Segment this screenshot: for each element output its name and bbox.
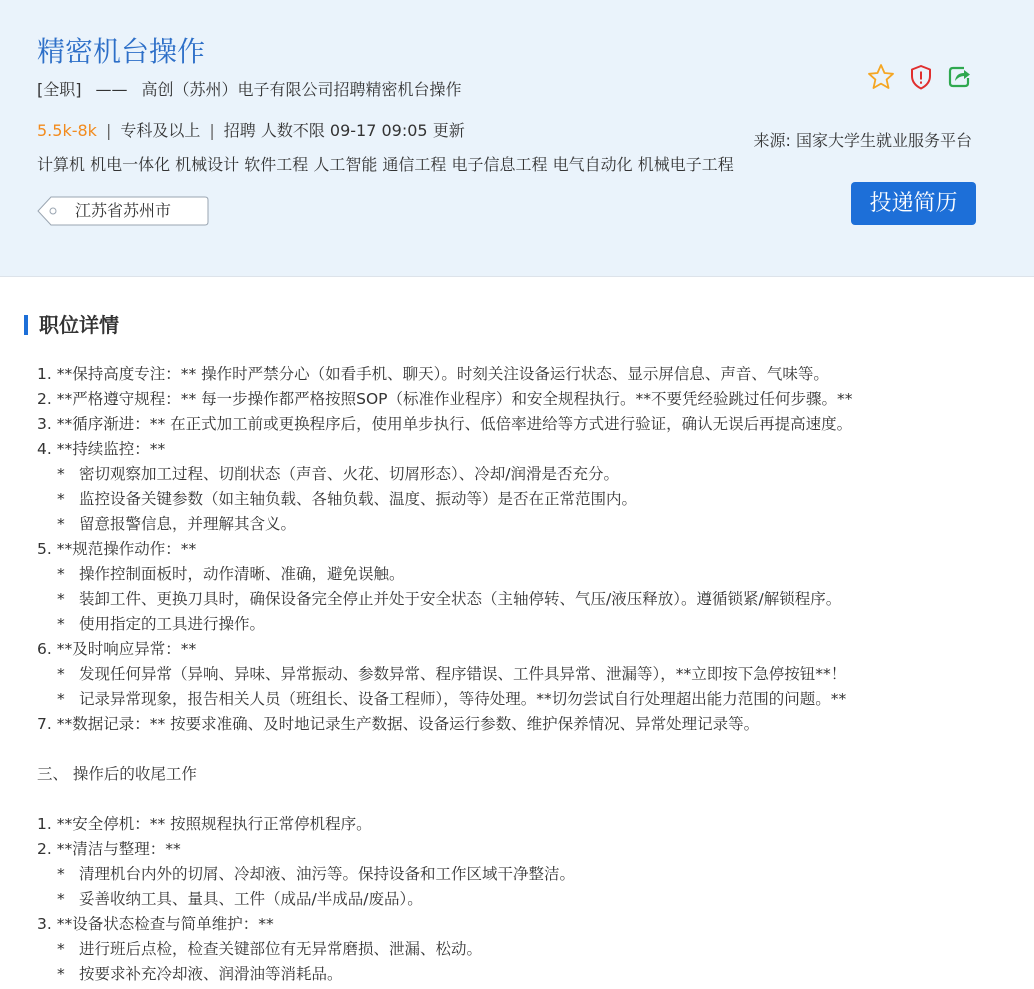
location-text: 江苏省苏州市 bbox=[75, 201, 172, 220]
detail-subline-text: 记录异常现象，报告相关人员（班组长、设备工程师），等待处理。**切勿尝试自行处理超出能力范围的问题。** bbox=[79, 690, 847, 708]
detail-subline: * 装卸工件、更换刀具时，确保设备完全停止并处于安全状态（主轴停转、气压/液压释放）。遵循锁紧/解锁程序。 bbox=[57, 590, 842, 608]
title-dash: —— bbox=[95, 80, 128, 99]
detail-subline-text: 按要求补充冷却液、润滑油等消耗品。 bbox=[79, 965, 343, 983]
location-tag bbox=[37, 196, 209, 226]
detail-line: 3. **循序渐进：** 在正式加工前或更换程序后，使用单步执行、低倍率进给等方式进行验证，确认无误后再提高速度。 bbox=[37, 415, 853, 433]
apply-resume-button[interactable]: 投递简历 bbox=[851, 182, 976, 225]
detail-line: 1. **安全停机：** 按照规程执行正常停机程序。 bbox=[37, 815, 372, 833]
company-description: 高创（苏州）电子有限公司招聘精密机台操作 bbox=[141, 80, 462, 99]
job-type: [全职] bbox=[37, 80, 82, 99]
detail-subline-text: 进行班后点检，检查关键部位有无异常磨损、泄漏、松动。 bbox=[79, 940, 483, 958]
detail-line: 2. **严格遵守规程：** 每一步操作都严格按照SOP（标准作业程序）和安全规程执行。**不要凭经验跳过任何步骤。** bbox=[37, 390, 853, 408]
detail-subline: * 记录异常现象，报告相关人员（班组长、设备工程师），等待处理。**切勿尝试自行处理超出能力范围的问题。** bbox=[57, 690, 847, 708]
detail-subline: * 进行班后点检，检查关键部位有无异常磨损、泄漏、松动。 bbox=[57, 940, 483, 958]
salary: 5.5k-8k bbox=[37, 121, 97, 140]
detail-line: 6. **及时响应异常：** bbox=[37, 640, 197, 658]
source-label: 来源: 国家大学生就业服务平台 bbox=[753, 131, 972, 150]
star-icon[interactable] bbox=[866, 62, 896, 92]
detail-subline-text: 装卸工件、更换刀具时，确保设备完全停止并处于安全状态（主轴停转、气压/液压释放）。遵循锁紧/解锁程序。 bbox=[79, 590, 842, 608]
detail-subline: * 发现任何异常（异响、异味、异常振动、参数异常、程序错误、工件具异常、泄漏等），**立即按下急停按钮**！ bbox=[57, 665, 847, 683]
detail-line: 2. **清洁与整理：** bbox=[37, 840, 181, 858]
blank-line bbox=[37, 787, 1027, 812]
share-icon[interactable] bbox=[944, 62, 974, 92]
detail-subline: * 操作控制面板时，动作清晰、准确，避免误触。 bbox=[57, 565, 405, 583]
detail-subline-text: 妥善收纳工具、量具、工件（成品/半成品/废品）。 bbox=[79, 890, 423, 908]
headcount: 招聘 人数不限 bbox=[223, 121, 325, 140]
detail-line: 3. **设备状态检查与简单维护：** bbox=[37, 915, 274, 933]
detail-subline-text: 清理机台内外的切屑、冷却液、油污等。保持设备和工作区域干净整洁。 bbox=[79, 865, 576, 883]
job-subtitle bbox=[37, 78, 462, 102]
detail-subline-text: 发现任何异常（异响、异味、异常振动、参数异常、程序错误、工件具异常、泄漏等），**立即按下急停按钮**！ bbox=[79, 665, 847, 683]
detail-line: 1. **保持高度专注：** 操作时严禁分心（如看手机、聊天）。时刻关注设备运行状态、显示屏信息、声音、气味等。 bbox=[37, 365, 829, 383]
detail-subline-text: 监控设备关键参数（如主轴负载、各轴负载、温度、振动等）是否在正常范围内。 bbox=[79, 490, 638, 508]
detail-subline-text: 留意报警信息，并理解其含义。 bbox=[79, 515, 297, 533]
updated-time: 09-17 09:05 更新 bbox=[329, 121, 465, 140]
education: 专科及以上 bbox=[120, 121, 201, 140]
detail-subline: * 密切观察加工过程、切削状态（声音、火花、切屑形态）、冷却/润滑是否充分。 bbox=[57, 465, 619, 483]
job-details bbox=[37, 362, 1027, 987]
detail-line: 7. **数据记录：** 按要求准确、及时地记录生产数据、设备运行参数、维护保养情况、异常处理记录等。 bbox=[37, 715, 760, 733]
detail-section-heading: 三、 操作后的收尾工作 bbox=[37, 765, 197, 783]
detail-line: 5. **规范操作动作：** bbox=[37, 540, 197, 558]
detail-line: 4. **持续监控：** bbox=[37, 440, 166, 458]
section-title: 职位详情 bbox=[39, 313, 119, 337]
detail-subline: * 清理机台内外的切屑、冷却液、油污等。保持设备和工作区域干净整洁。 bbox=[57, 865, 576, 883]
detail-subline: * 留意报警信息，并理解其含义。 bbox=[57, 515, 297, 533]
detail-subline: * 监控设备关键参数（如主轴负载、各轴负载、温度、振动等）是否在正常范围内。 bbox=[57, 490, 638, 508]
action-icons bbox=[866, 62, 976, 92]
shield-alert-icon[interactable] bbox=[906, 62, 936, 92]
section-accent-bar bbox=[24, 315, 28, 335]
detail-subline: * 使用指定的工具进行操作。 bbox=[57, 615, 266, 633]
job-meta: 5.5k-8k | 专科及以上 | 招聘 人数不限 09-17 09:05 更新 bbox=[37, 121, 465, 140]
detail-subline-text: 使用指定的工具进行操作。 bbox=[79, 615, 266, 633]
blank-line bbox=[37, 737, 1027, 762]
job-title: 精密机台操作 bbox=[37, 35, 206, 68]
detail-subline-text: 密切观察加工过程、切削状态（声音、火花、切屑形态）、冷却/润滑是否充分。 bbox=[79, 465, 619, 483]
major-tags: 计算机 机电一体化 机械设计 软件工程 人工智能 通信工程 电子信息工程 电气自动化 机械电子工程 bbox=[37, 155, 734, 174]
detail-subline-text: 操作控制面板时，动作清晰、准确，避免误触。 bbox=[79, 565, 405, 583]
job-header bbox=[0, 0, 1034, 277]
detail-subline: * 妥善收纳工具、量具、工件（成品/半成品/废品）。 bbox=[57, 890, 423, 908]
detail-subline: * 按要求补充冷却液、润滑油等消耗品。 bbox=[57, 965, 343, 983]
